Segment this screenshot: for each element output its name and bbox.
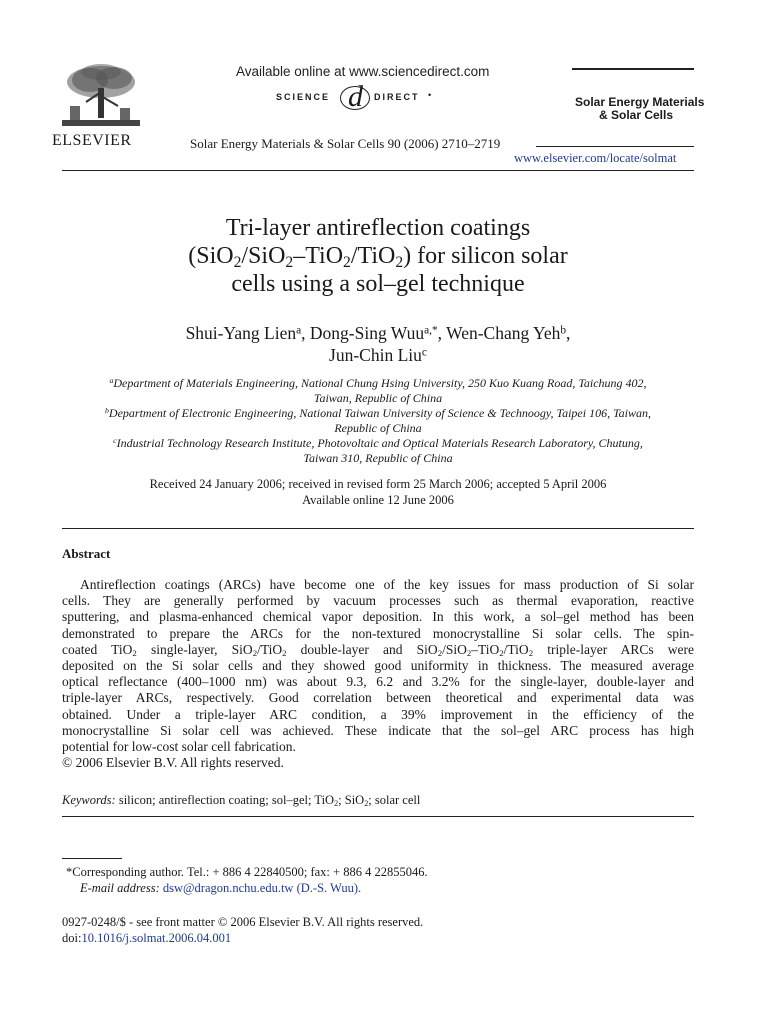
affiliation-a-line2: Taiwan, Republic of China	[313, 391, 443, 405]
author-separator: ,	[437, 323, 447, 343]
title-text: /SiO	[241, 243, 286, 269]
affiliation-b-line2: Republic of China	[334, 421, 422, 435]
journal-name	[575, 96, 704, 122]
abstract-line: triple-layer ARCs, respectively. Good correlation between theoretical and experimental data was	[62, 690, 694, 706]
keywords-subscript: 2	[334, 799, 339, 809]
abstract-text: –TiO	[471, 641, 500, 657]
sd-dot: •	[428, 90, 432, 100]
abstract-line: deposited on the Si solar cells and they showed good uniformity in thickness. The measured average	[62, 658, 694, 674]
author-affil-mark: a	[296, 324, 302, 337]
journal-name-line2: & Solar Cells	[599, 108, 674, 122]
abstract-subscript: 2	[466, 648, 472, 658]
title-text: /TiO	[350, 243, 396, 269]
doi-link[interactable]: 10.1016/j.solmat.2006.04.001	[81, 931, 232, 945]
title-subscript: 2	[233, 253, 242, 271]
keywords-text: ; solar cell	[368, 793, 421, 807]
abstract-text: /SiO	[442, 641, 467, 657]
author-affil-mark: a,*	[424, 324, 438, 337]
title-line1: Tri-layer antireflection coatings	[225, 215, 531, 241]
title-subscript: 2	[343, 253, 351, 271]
affiliations	[52, 376, 704, 466]
corresponding-author-note: *Corresponding author. Tel.: + 886 4 22840500; fax: + 886 4 22855046.	[66, 865, 428, 879]
journal-url-link[interactable]: www.elsevier.com/locate/solmat	[514, 151, 677, 165]
affil-mark: b	[105, 406, 109, 416]
journal-name-line1: Solar Energy Materials	[575, 95, 705, 109]
author-wuu: Dong-Sing Wuu	[309, 323, 425, 343]
journal-top-rule	[572, 68, 694, 70]
author-liu: Jun-Chin Liu	[329, 345, 422, 365]
available-online-date: Available online 12 June 2006	[302, 493, 454, 507]
title-line2	[62, 242, 694, 270]
abstract-line: cells. They are generally performed by vacuum processes such as thermal evaporation, reactive	[62, 593, 694, 609]
sd-science: SCIENCE	[276, 92, 331, 102]
affiliation-a: Department of Materials Engineering, National Chung Hsing University, 250 Kuo Kuang Road, Taichung 402,	[113, 376, 647, 390]
sciencedirect-logo	[276, 80, 446, 114]
title-text: ) for silicon solar	[403, 243, 568, 269]
abstract-subscript: 2	[252, 648, 258, 658]
keywords	[62, 793, 420, 808]
affiliation-b: Department of Electronic Engineering, National Taiwan University of Science & Technoogy, Taipei 106, Taiwan,	[108, 406, 651, 420]
abstract-subscript: 2	[282, 648, 287, 658]
title-text: –TiO	[293, 243, 344, 269]
title-subscript: 2	[285, 253, 294, 271]
abstract-text: coated TiO	[62, 641, 133, 657]
author-affil-mark: b	[560, 324, 567, 337]
abstract-text: double-layer and SiO	[286, 641, 438, 657]
abstract-text: /TiO	[257, 641, 283, 657]
abstract-line: obtained. Under a triple-layer ARC condition, a 39% improvement in the efficiency of the	[62, 706, 694, 722]
keywords-label: Keywords:	[62, 793, 116, 807]
author-affil-mark: c	[421, 346, 427, 359]
abstract-heading: Abstract	[62, 546, 111, 561]
abstract-subscript: 2	[499, 648, 504, 658]
affil-mark: a	[109, 376, 114, 386]
journal-citation: Solar Energy Materials & Solar Cells 90 (2006) 2710–2719	[190, 136, 501, 151]
affiliation-c-line2: Taiwan 310, Republic of China	[303, 451, 453, 465]
abstract-subscript: 2	[437, 648, 443, 658]
abstract-subscript: 2	[528, 648, 534, 658]
sd-direct: DIRECT	[374, 92, 420, 102]
keywords-text: silicon; antireflection coating; sol–gel; TiO	[115, 793, 335, 807]
email-author-name: (D.-S. Wuu).	[293, 881, 362, 895]
abstract-text: triple-layer ARCs were	[533, 641, 694, 657]
title-subscript: 2	[395, 253, 404, 271]
abstract-copyright: © 2006 Elsevier B.V. All rights reserved.	[62, 755, 284, 771]
author-yeh: Wen-Chang Yeh	[446, 323, 561, 343]
abstract-line: sputtering, and plasma-enhanced chemical vapor deposition. In this work, a sol–gel method has been	[62, 609, 694, 625]
header-rule-right	[536, 146, 694, 147]
publisher-name: ELSEVIER	[52, 132, 132, 149]
front-matter-footer	[62, 914, 423, 946]
email-label: E-mail address:	[80, 881, 160, 895]
available-online-text: Available online at www.sciencedirect.com	[236, 64, 490, 79]
title-line3: cells using a sol–gel technique	[231, 271, 525, 297]
abstract-line: Antireflection coatings (ARCs) have become one of the key issues for mass production of Si solar	[80, 577, 694, 592]
keywords-bottom-rule	[62, 816, 694, 817]
header-bottom-rule	[62, 170, 694, 171]
sd-circle	[340, 86, 370, 110]
abstract-line: demonstrated to prepare the ARCs for the non-textured monocrystalline Si solar cells. The spin-	[62, 625, 694, 641]
abstract-line	[62, 642, 694, 658]
paper-title	[62, 214, 694, 298]
abstract-text: /TiO	[503, 641, 529, 657]
author-separator: ,	[301, 323, 310, 343]
affiliation-c: Industrial Technology Research Institute, Photovoltaic and Optical Materials Research Laboratory, Chutung,	[116, 436, 643, 450]
keywords-subscript: 2	[364, 799, 369, 809]
doi-label: doi:	[62, 931, 82, 945]
abstract-body	[62, 577, 694, 771]
abstract-line: potential for low-cost solar cell fabrication.	[62, 739, 296, 755]
author-lien: Shui-Yang Lien	[185, 323, 297, 343]
author-list	[62, 322, 694, 366]
elsevier-tree-logo	[60, 62, 142, 130]
email-link[interactable]: dsw@dragon.nchu.edu.tw	[162, 881, 294, 895]
abstract-text: single-layer, SiO	[136, 641, 253, 657]
footnote	[62, 864, 428, 896]
abstract-line: monocrystalline Si solar cell was achieved. These indicate that the sol–gel ARC process has high	[62, 722, 694, 738]
received-dates: Received 24 January 2006; received in revised form 25 March 2006; accepted 5 April 2006	[149, 477, 607, 491]
issn-line: 0927-0248/$ - see front matter © 2006 Elsevier B.V. All rights reserved.	[62, 915, 424, 929]
abstract-subscript: 2	[132, 648, 137, 658]
keywords-text: ; SiO	[338, 793, 365, 807]
abstract-line: optical reflectance (400–1000 nm) was about 9.3, 6.2 and 3.2% for the single-layer, double-layer and	[62, 674, 694, 690]
abstract-top-rule	[62, 528, 694, 529]
sd-d-glyph: d	[348, 80, 363, 113]
affil-mark: c	[113, 436, 117, 446]
title-text: (SiO	[188, 243, 234, 269]
article-dates	[62, 476, 694, 508]
footnote-rule	[62, 858, 122, 859]
author-separator: ,	[566, 323, 571, 343]
